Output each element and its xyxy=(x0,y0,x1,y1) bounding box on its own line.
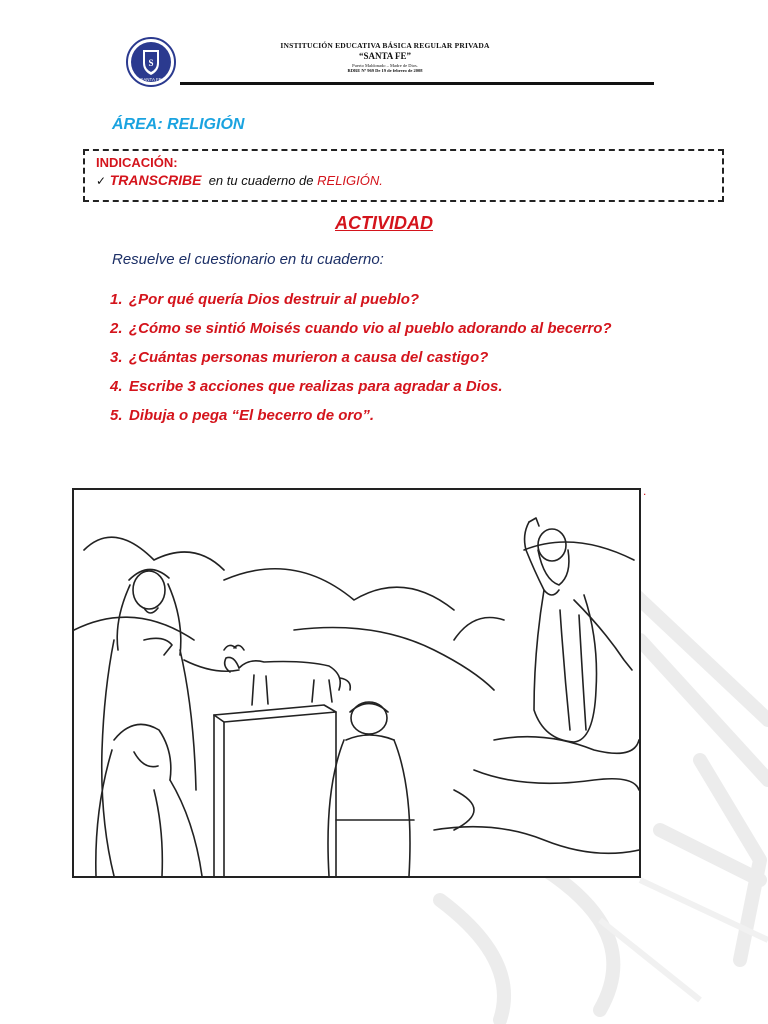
institution-resolution: RDRE Nº 969 De 19 de febrero de 2008 xyxy=(347,68,423,73)
school-shield-logo-icon xyxy=(126,37,176,87)
activity-title: ACTIVIDAD xyxy=(335,213,433,233)
question-item: 4. Escribe 3 acciones que realizas para agradar a Dios. xyxy=(110,378,503,395)
golden-calf-illustration xyxy=(72,488,641,878)
question-item: 1. ¿Por qué quería Dios destruir al pueblo? xyxy=(110,291,420,308)
header-divider xyxy=(180,82,654,85)
question-item: 3. ¿Cuántas personas murieron a causa del castigo? xyxy=(110,349,489,366)
indication-text: en tu cuaderno de xyxy=(208,173,314,188)
institution-type: INSTITUCIÓN EDUCATIVA BÁSICA REGULAR PRIVADA xyxy=(280,41,490,50)
indication-box xyxy=(83,149,724,202)
logo-text: SANTA FE xyxy=(140,77,162,82)
institution-address: Puerto Maldonado – Madre de Dios. xyxy=(352,63,418,68)
activity-intro: Resuelve el cuestionario en tu cuaderno: xyxy=(112,251,384,268)
area-title: ÁREA: RELIGIÓN xyxy=(112,116,245,133)
indication-verb: TRANSCRIBE xyxy=(109,172,202,188)
indication-subject: RELIGIÓN. xyxy=(317,173,383,188)
question-item: 5. Dibuja o pega “El becerro de oro”. xyxy=(110,407,375,424)
check-icon: ✓ xyxy=(96,174,107,188)
institution-name: “SANTA FE” xyxy=(358,51,412,61)
indication-title: INDICACIÓN: xyxy=(96,155,178,170)
svg-text:S: S xyxy=(148,58,154,68)
golden-calf-scene-icon xyxy=(74,490,639,876)
question-item: 2. ¿Cómo se sintió Moisés cuando vio al pueblo adorando al becerro? xyxy=(110,320,612,337)
institution-header xyxy=(230,41,540,73)
indication-line xyxy=(96,172,383,188)
question-list xyxy=(110,285,658,430)
stray-dot: . xyxy=(643,484,647,498)
